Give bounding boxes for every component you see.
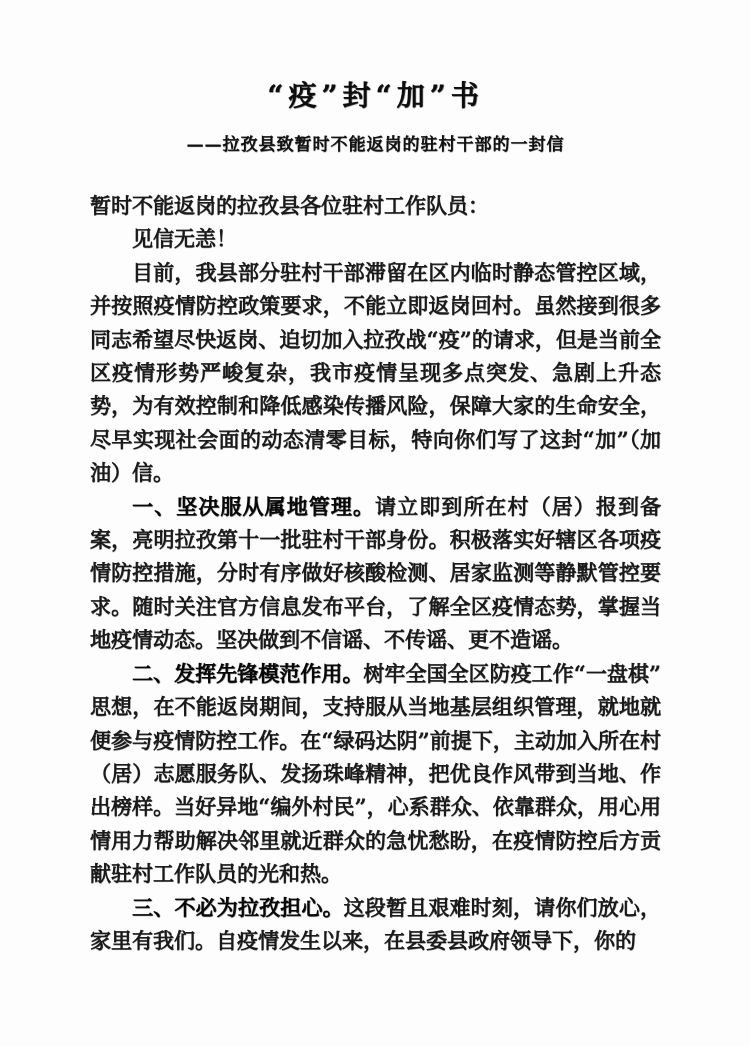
greeting-line: 见信无恙！	[132, 226, 237, 252]
paragraph-intro-text: 目前，我县部分驻村干部滞留在区内临时静态管控区域，并按照疫情防控政策要求，不能立即返岗回村。虽然接到很多同志希望尽快返岗、迫切加入拉孜战“疫”的请求，但是当前全区疫情形势严峻复杂，我市疫情呈现多点突发、急剧上升态势，为有效控制和降低感染传播风险，保障大家的生命安全，尽早实现社会面的动态清零目标，特向你们写了这封“加”（加油）信。	[90, 259, 661, 486]
letter-title: “疫”封“加”书	[267, 79, 484, 112]
letter-subtitle: ——拉孜县致暂时不能返岗的驻村干部的一封信	[186, 135, 565, 155]
item-2-heading: 二、发挥先锋模范作用。	[132, 660, 364, 686]
item-3-heading: 三、不必为拉孜担心。	[132, 894, 344, 920]
paragraph-intro	[90, 256, 661, 490]
item-3-text: 这段暂且艰难时刻，请你们放心，家里有我们。自疫情发生以来，在县委县政府领导下，你的	[90, 894, 662, 953]
item-1-text: 请立即到所在村（居）报到备案，亮明拉孜第十一批驻村干部身份。积极落实好辖区各项疫情防控措施，分时有序做好核酸检测、居家监测等静默管控要求。随时关注官方信息发布平台，了解全区疫情态势，掌握当地疫情动态。坚决做到不信谣、不传谣、更不造谣。	[90, 493, 662, 653]
item-2-text: 树牢全国全区防疫工作“一盘棋”思想，在不能返岗期间，支持服从当地基层组织管理，就地就便参与疫情防控工作。在“绿码达阴”前提下，主动加入所在村（居）志愿服务队、发扬珠峰精神，把优良作风带到当地、作出榜样。当好异地“编外村民”，心系群众、依靠群众，用心用情用力帮助解决邻里就近群众的急忧愁盼，在疫情防控后方贡献驻村工作队员的光和热。	[90, 660, 661, 887]
paragraph-item-1	[90, 490, 661, 657]
paragraph-item-3	[90, 891, 661, 958]
paragraph-item-2	[90, 657, 661, 891]
letter-body	[90, 189, 661, 957]
item-1-heading: 一、坚决服从属地管理。	[132, 493, 375, 519]
salutation-line: 暂时不能返岗的拉孜县各位驻村工作队员：	[90, 193, 489, 218]
